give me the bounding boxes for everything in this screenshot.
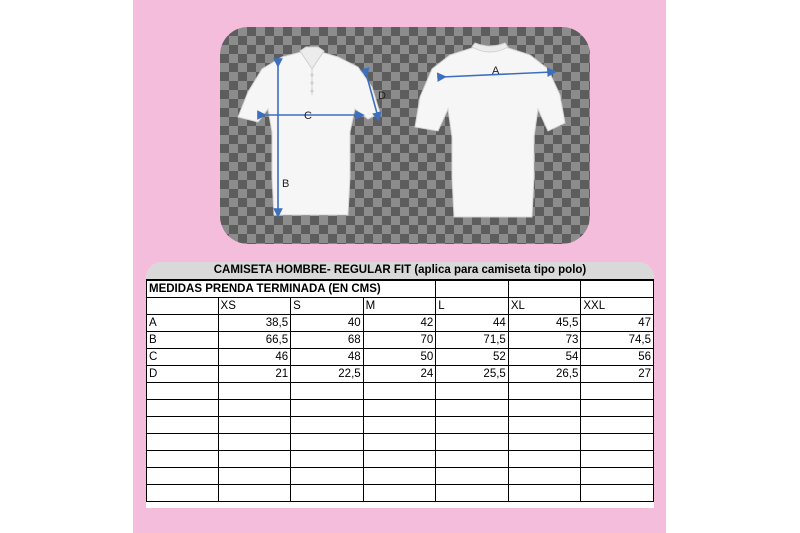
empty-cell xyxy=(436,468,509,485)
size-chart-subtitle: MEDIDAS PRENDA TERMINADA (EN CMS) xyxy=(147,281,436,298)
empty-cell xyxy=(508,451,581,468)
table-row xyxy=(147,366,654,383)
table-cell: 42 xyxy=(363,315,436,332)
shirt-measurement-diagram xyxy=(220,27,590,244)
empty-cell xyxy=(147,485,219,502)
size-header: XXL xyxy=(581,298,654,315)
empty-cell xyxy=(147,468,219,485)
empty-cell xyxy=(218,400,291,417)
subtitle-row xyxy=(147,281,654,298)
empty-cell xyxy=(291,451,364,468)
table-cell: 56 xyxy=(581,349,654,366)
empty-cell xyxy=(581,383,654,400)
empty-cell xyxy=(508,468,581,485)
empty-cell xyxy=(581,400,654,417)
table-cell: 71,5 xyxy=(436,332,509,349)
label-b: B xyxy=(282,178,290,190)
label-d: D xyxy=(378,90,386,102)
row-label: D xyxy=(147,366,219,383)
front-shirt xyxy=(238,47,380,215)
empty-table-row xyxy=(147,468,654,485)
table-cell: 44 xyxy=(436,315,509,332)
empty-cell xyxy=(147,417,219,434)
empty-cell xyxy=(291,485,364,502)
empty-cell xyxy=(363,451,436,468)
size-header: XL xyxy=(508,298,581,315)
empty-cell xyxy=(436,383,509,400)
empty-cell xyxy=(363,485,436,502)
table-cell: 54 xyxy=(508,349,581,366)
table-cell: 21 xyxy=(218,366,291,383)
empty-cell xyxy=(508,400,581,417)
empty-cell xyxy=(291,400,364,417)
empty-cell xyxy=(291,468,364,485)
empty-cell xyxy=(218,451,291,468)
empty-cell xyxy=(581,434,654,451)
size-header: M xyxy=(363,298,436,315)
empty-table-row xyxy=(147,400,654,417)
size-chart-title: CAMISETA HOMBRE- REGULAR FIT (aplica para camiseta tipo polo) xyxy=(146,262,654,280)
table-cell: 40 xyxy=(291,315,364,332)
table-cell: 25,5 xyxy=(436,366,509,383)
table-cell: 68 xyxy=(291,332,364,349)
empty-cell xyxy=(436,485,509,502)
empty-cell xyxy=(218,468,291,485)
empty-cell xyxy=(508,417,581,434)
empty-cell xyxy=(508,383,581,400)
empty-table-row xyxy=(147,383,654,400)
empty-cell xyxy=(291,417,364,434)
empty-table-row xyxy=(147,451,654,468)
table-cell: 73 xyxy=(508,332,581,349)
empty-cell xyxy=(218,383,291,400)
size-chart xyxy=(146,262,654,508)
row-label: C xyxy=(147,349,219,366)
empty-cell xyxy=(218,485,291,502)
empty-cell xyxy=(436,434,509,451)
table-cell: 46 xyxy=(218,349,291,366)
table-cell: 50 xyxy=(363,349,436,366)
empty-table-row xyxy=(147,434,654,451)
empty-cell xyxy=(218,417,291,434)
empty-cell xyxy=(147,451,219,468)
empty-cell xyxy=(218,434,291,451)
sizes-header-row xyxy=(147,298,654,315)
empty-cell xyxy=(363,468,436,485)
table-cell: 66,5 xyxy=(218,332,291,349)
table-cell: 45,5 xyxy=(508,315,581,332)
size-header: L xyxy=(436,298,509,315)
shirt-illustrations xyxy=(220,27,590,244)
table-cell: 38,5 xyxy=(218,315,291,332)
table-cell: 52 xyxy=(436,349,509,366)
table-cell: 74,5 xyxy=(581,332,654,349)
empty-cell xyxy=(363,417,436,434)
empty-rows xyxy=(147,383,654,502)
empty-cell xyxy=(581,485,654,502)
table-cell: 27 xyxy=(581,366,654,383)
size-header: S xyxy=(291,298,364,315)
empty-cell xyxy=(581,468,654,485)
empty-cell xyxy=(363,434,436,451)
row-label: B xyxy=(147,332,219,349)
empty-cell xyxy=(436,451,509,468)
table-cell: 47 xyxy=(581,315,654,332)
row-label: A xyxy=(147,315,219,332)
empty-table-row xyxy=(147,485,654,502)
empty-cell xyxy=(147,400,219,417)
table-row xyxy=(147,315,654,332)
empty-cell xyxy=(147,434,219,451)
pink-panel xyxy=(133,0,666,533)
empty-cell xyxy=(291,434,364,451)
empty-cell xyxy=(436,417,509,434)
table-cell: 26,5 xyxy=(508,366,581,383)
empty-cell xyxy=(581,417,654,434)
empty-cell xyxy=(363,383,436,400)
back-shirt xyxy=(415,43,565,217)
table-row xyxy=(147,349,654,366)
empty-table-row xyxy=(147,417,654,434)
empty-cell xyxy=(291,383,364,400)
table-row xyxy=(147,332,654,349)
empty-cell xyxy=(508,434,581,451)
empty-cell xyxy=(147,383,219,400)
size-header: XS xyxy=(218,298,291,315)
empty-cell xyxy=(508,485,581,502)
label-c: C xyxy=(304,110,312,122)
empty-cell xyxy=(363,400,436,417)
empty-cell xyxy=(436,400,509,417)
table-cell: 70 xyxy=(363,332,436,349)
table-cell: 48 xyxy=(291,349,364,366)
size-table xyxy=(146,280,654,502)
label-a: A xyxy=(492,65,500,77)
empty-cell xyxy=(581,451,654,468)
table-cell: 22,5 xyxy=(291,366,364,383)
table-cell: 24 xyxy=(363,366,436,383)
